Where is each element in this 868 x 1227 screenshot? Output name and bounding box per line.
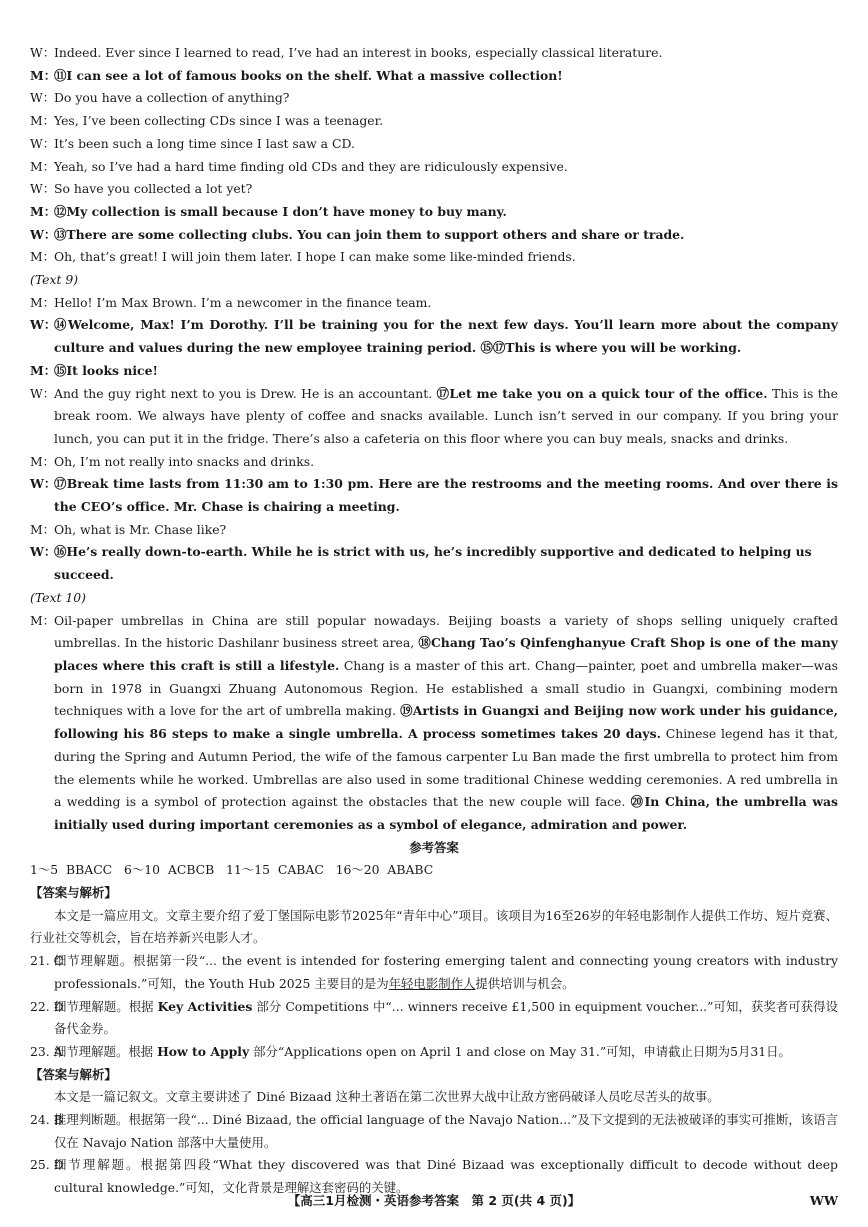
footer-page-info: 【高三1月检测・英语参考答案 第 2 页(共 4 页)】 [287, 1193, 581, 1208]
dialogue-text: ⑮It looks nice! [54, 362, 158, 378]
question-21 [30, 950, 838, 995]
dialogue-line [30, 519, 838, 542]
dialogue-line [30, 451, 838, 474]
dialogue-text: ⑰Break time lasts from 11:30 am to 1:30 pm. Here are the restrooms and the meeting rooms. And over there is the CEO’s office. Mr. Chase is chairing a meeting. [54, 476, 838, 515]
monologue-bold-text: ⑲Artists in Guangxi and Beijing now work under his guidance, following his 86 steps to make a single umbrella. A process sometimes takes 20 days. [54, 703, 838, 742]
explanation-text: 部分 Competitions 中“... winners receive £1,500 in equipment voucher...”可知，获奖者可获得设备代金券。 [54, 998, 838, 1037]
dialogue-text: Oh, that’s great! I will join them later. I hope I can make some like-minded friends. [54, 249, 576, 265]
dialogue-text: Oh, I’m not really into snacks and drinks. [54, 453, 315, 469]
speaker: M： [30, 612, 56, 628]
explanation-text: 细节理解题。根据第四段“What they discovered was that Diné Bizaad was exceptionally difficult to decode without deep cultural knowledge.”可知，文化背景是理解这套密码的关键。 [54, 1157, 838, 1196]
dialogue-text: ⑫My collection is small because I don’t have money to buy many. [54, 203, 507, 219]
passage-b-intro: 本文是一篇记叙文。文章主要讲述了 Diné Bizaad 这种土著语在第二次世界大战中让敌方密码破译人员吃尽苦头的故事。 [54, 1089, 720, 1105]
question-number: 23. A [30, 1043, 63, 1059]
speaker: W： [30, 476, 57, 492]
speaker: W： [30, 385, 56, 401]
question-24 [30, 1109, 838, 1154]
speaker: W： [30, 90, 56, 106]
page-content [30, 42, 838, 1200]
speaker: W： [30, 181, 56, 197]
dialogue-line [30, 42, 838, 65]
answers-title: 参考答案 [409, 839, 459, 855]
monologue-text: Oil-paper umbrellas in China are still popular nowadays. Beijing boasts a variety of shops selling uniquely crafted umbrellas. In the historic Dashilanr business street area, [54, 612, 838, 651]
dialogue-text: And the guy right next to you is Drew. He is an accountant. [54, 385, 437, 401]
dialogue-line [30, 133, 838, 156]
passage-a-intro: 本文是一篇应用文。文章主要介绍了爱丁堡国际电影节2025年“青年中心”项目。该项目为16至26岁的年轻电影制作人提供工作坊、短片竞赛、行业社交等机会，旨在培养新兴电影人才。 [30, 907, 838, 946]
speaker: M： [30, 294, 56, 310]
dialogue-line [30, 156, 838, 179]
monologue-bold-text: ⑱Chang Tao’s Qinfenghanyue Craft Shop is one of the many places where this craft is still a lifestyle. [54, 635, 838, 673]
dialogue-line [30, 360, 838, 383]
monologue-text: Chinese legend has it that, during the Spring and Autumn Period, the wife of the famous carpenter Lu Ban made the first umbrella to protect him from the elements while he worked. Umbrellas are also used in some traditional Chinese wedding ceremonies. A red umbrella in a wedding is a symbol of protection against the obstacles that the new couple will face. [54, 726, 839, 810]
text9-label: (Text 9) [30, 272, 79, 288]
speaker: W： [30, 135, 56, 151]
dialogue-text: Indeed. Ever since I learned to read, I’ve had an interest in books, especially classical literature. [54, 45, 663, 60]
dialogue-text: Hello! I’m Max Brown. I’m a newcomer in the finance team. [54, 294, 432, 310]
dialogue-text: It’s been such a long time since I last saw a CD. [54, 135, 355, 151]
dialogue-text: Do you have a collection of anything? [54, 90, 290, 106]
explanation-text: 细节理解题。根据 [54, 998, 158, 1014]
question-22 [30, 996, 838, 1041]
text8-dialogue [30, 42, 838, 269]
dialogue-bold-text: ⑰Let me take you on a quick tour of the office. [436, 385, 768, 401]
dialogue-text: Yeah, so I’ve had a hard time finding old CDs and they are ridiculously expensive. [54, 158, 568, 174]
dialogue-line [30, 246, 838, 269]
speaker: M： [30, 113, 56, 129]
speaker: W： [30, 544, 57, 560]
dialogue-text: Yes, I’ve been collecting CDs since I was a teenager. [54, 113, 384, 129]
explanation-text: 部分“Applications open on April 1 and close on May 31.”可知，申请截止日期为5月31日。 [249, 1043, 791, 1059]
text10-label: (Text 10) [30, 589, 86, 605]
dialogue-text: ⑬There are some collecting clubs. You can join them to support others and share or trade. [54, 226, 685, 242]
underlined-text: 年轻电影制作人 [388, 975, 476, 991]
dialogue-line [30, 87, 838, 110]
dialogue-line [30, 383, 838, 451]
dialogue-line [30, 178, 838, 201]
question-number: 25. D [30, 1157, 64, 1173]
speaker: M： [30, 67, 57, 83]
speaker: M： [30, 453, 56, 469]
section-keyword: How to Apply [157, 1043, 250, 1059]
explanation-text: 细节理解题。根据 [54, 1043, 158, 1059]
dialogue-text: This is the break room. We always have plenty of coffee and snacks available. Lunch isn’t served in our company. If you bring your lunch, you can put it in the fridge. There’s also a cafeteria on this floor where you can buy meals, snacks and drinks. [54, 385, 838, 446]
explanation-text: 提供培训与机会。 [475, 975, 575, 991]
monologue [30, 610, 838, 837]
question-number: 21. C [30, 953, 64, 969]
speaker: M： [30, 362, 57, 378]
speaker: W： [30, 45, 56, 60]
dialogue-line [30, 110, 838, 133]
answers-line: 1～5 BBACC 6～10 ACBCB 11～15 CABAC 16～20 ABABC [30, 862, 434, 878]
analysis-label: 【答案与解析】 [30, 885, 117, 901]
dialogue-line [30, 201, 838, 224]
section-keyword: Key Activities [157, 998, 253, 1014]
speaker: W： [30, 226, 57, 242]
dialogue-text: ⑯He’s really down-to-earth. While he is strict with us, he’s incredibly supportive and dedicated to helping us succeed. [54, 544, 812, 583]
speaker: W： [30, 317, 57, 333]
question-number: 22. D [30, 998, 64, 1014]
dialogue-text: Oh, what is Mr. Chase like? [54, 521, 227, 537]
explanation-text: 细节理解题。根据第一段“... the event is intended for fostering emerging talent and connecting young creators with industry professionals.”可知，the Youth Hub 2025 主要目的是为 [54, 953, 838, 991]
dialogue-line [30, 541, 838, 586]
speaker: M： [30, 521, 56, 537]
speaker: M： [30, 249, 56, 265]
question-23 [30, 1041, 838, 1064]
dialogue-line [30, 224, 838, 247]
speaker: M： [30, 203, 57, 219]
dialogue-text: So have you collected a lot yet? [54, 181, 253, 197]
page-footer [0, 1188, 868, 1212]
monologue-text: Chang is a master of this art. Chang—painter, poet and umbrella maker—was born in 1978 in Guangxi Zhuang Autonomous Region. He established a small studio in Guangxi, combining modern techniques with a love for the art of umbrella making. [54, 657, 838, 719]
monologue-bold-text: ⑳In China, the umbrella was initially used during important ceremonies as a symbol of elegance, admiration and power. [54, 794, 838, 832]
explanation-text: 推理判断题。根据第一段“... Diné Bizaad, the official language of the Navajo Nation...”及下文提到的无法被破译的事实可推断，该语言仅在 Navajo Nation 部落中大量使用。 [54, 1112, 838, 1150]
footer-code: WW [809, 1193, 838, 1208]
analysis-label: 【答案与解析】 [30, 1066, 117, 1082]
dialogue-line [30, 314, 838, 359]
dialogue-text: ⑪I can see a lot of famous books on the shelf. What a massive collection! [54, 67, 563, 83]
dialogue-text: ⑭Welcome, Max! I’m Dorothy. I’ll be training you for the next few days. You’ll learn more about the company culture and values during the new employee training period. ⑮⑰This is where you will be working. [54, 317, 838, 356]
dialogue-line [30, 292, 838, 315]
question-number: 24. B [30, 1112, 63, 1128]
dialogue-line [30, 473, 838, 518]
dialogue-line [30, 65, 838, 88]
speaker: M： [30, 158, 56, 174]
